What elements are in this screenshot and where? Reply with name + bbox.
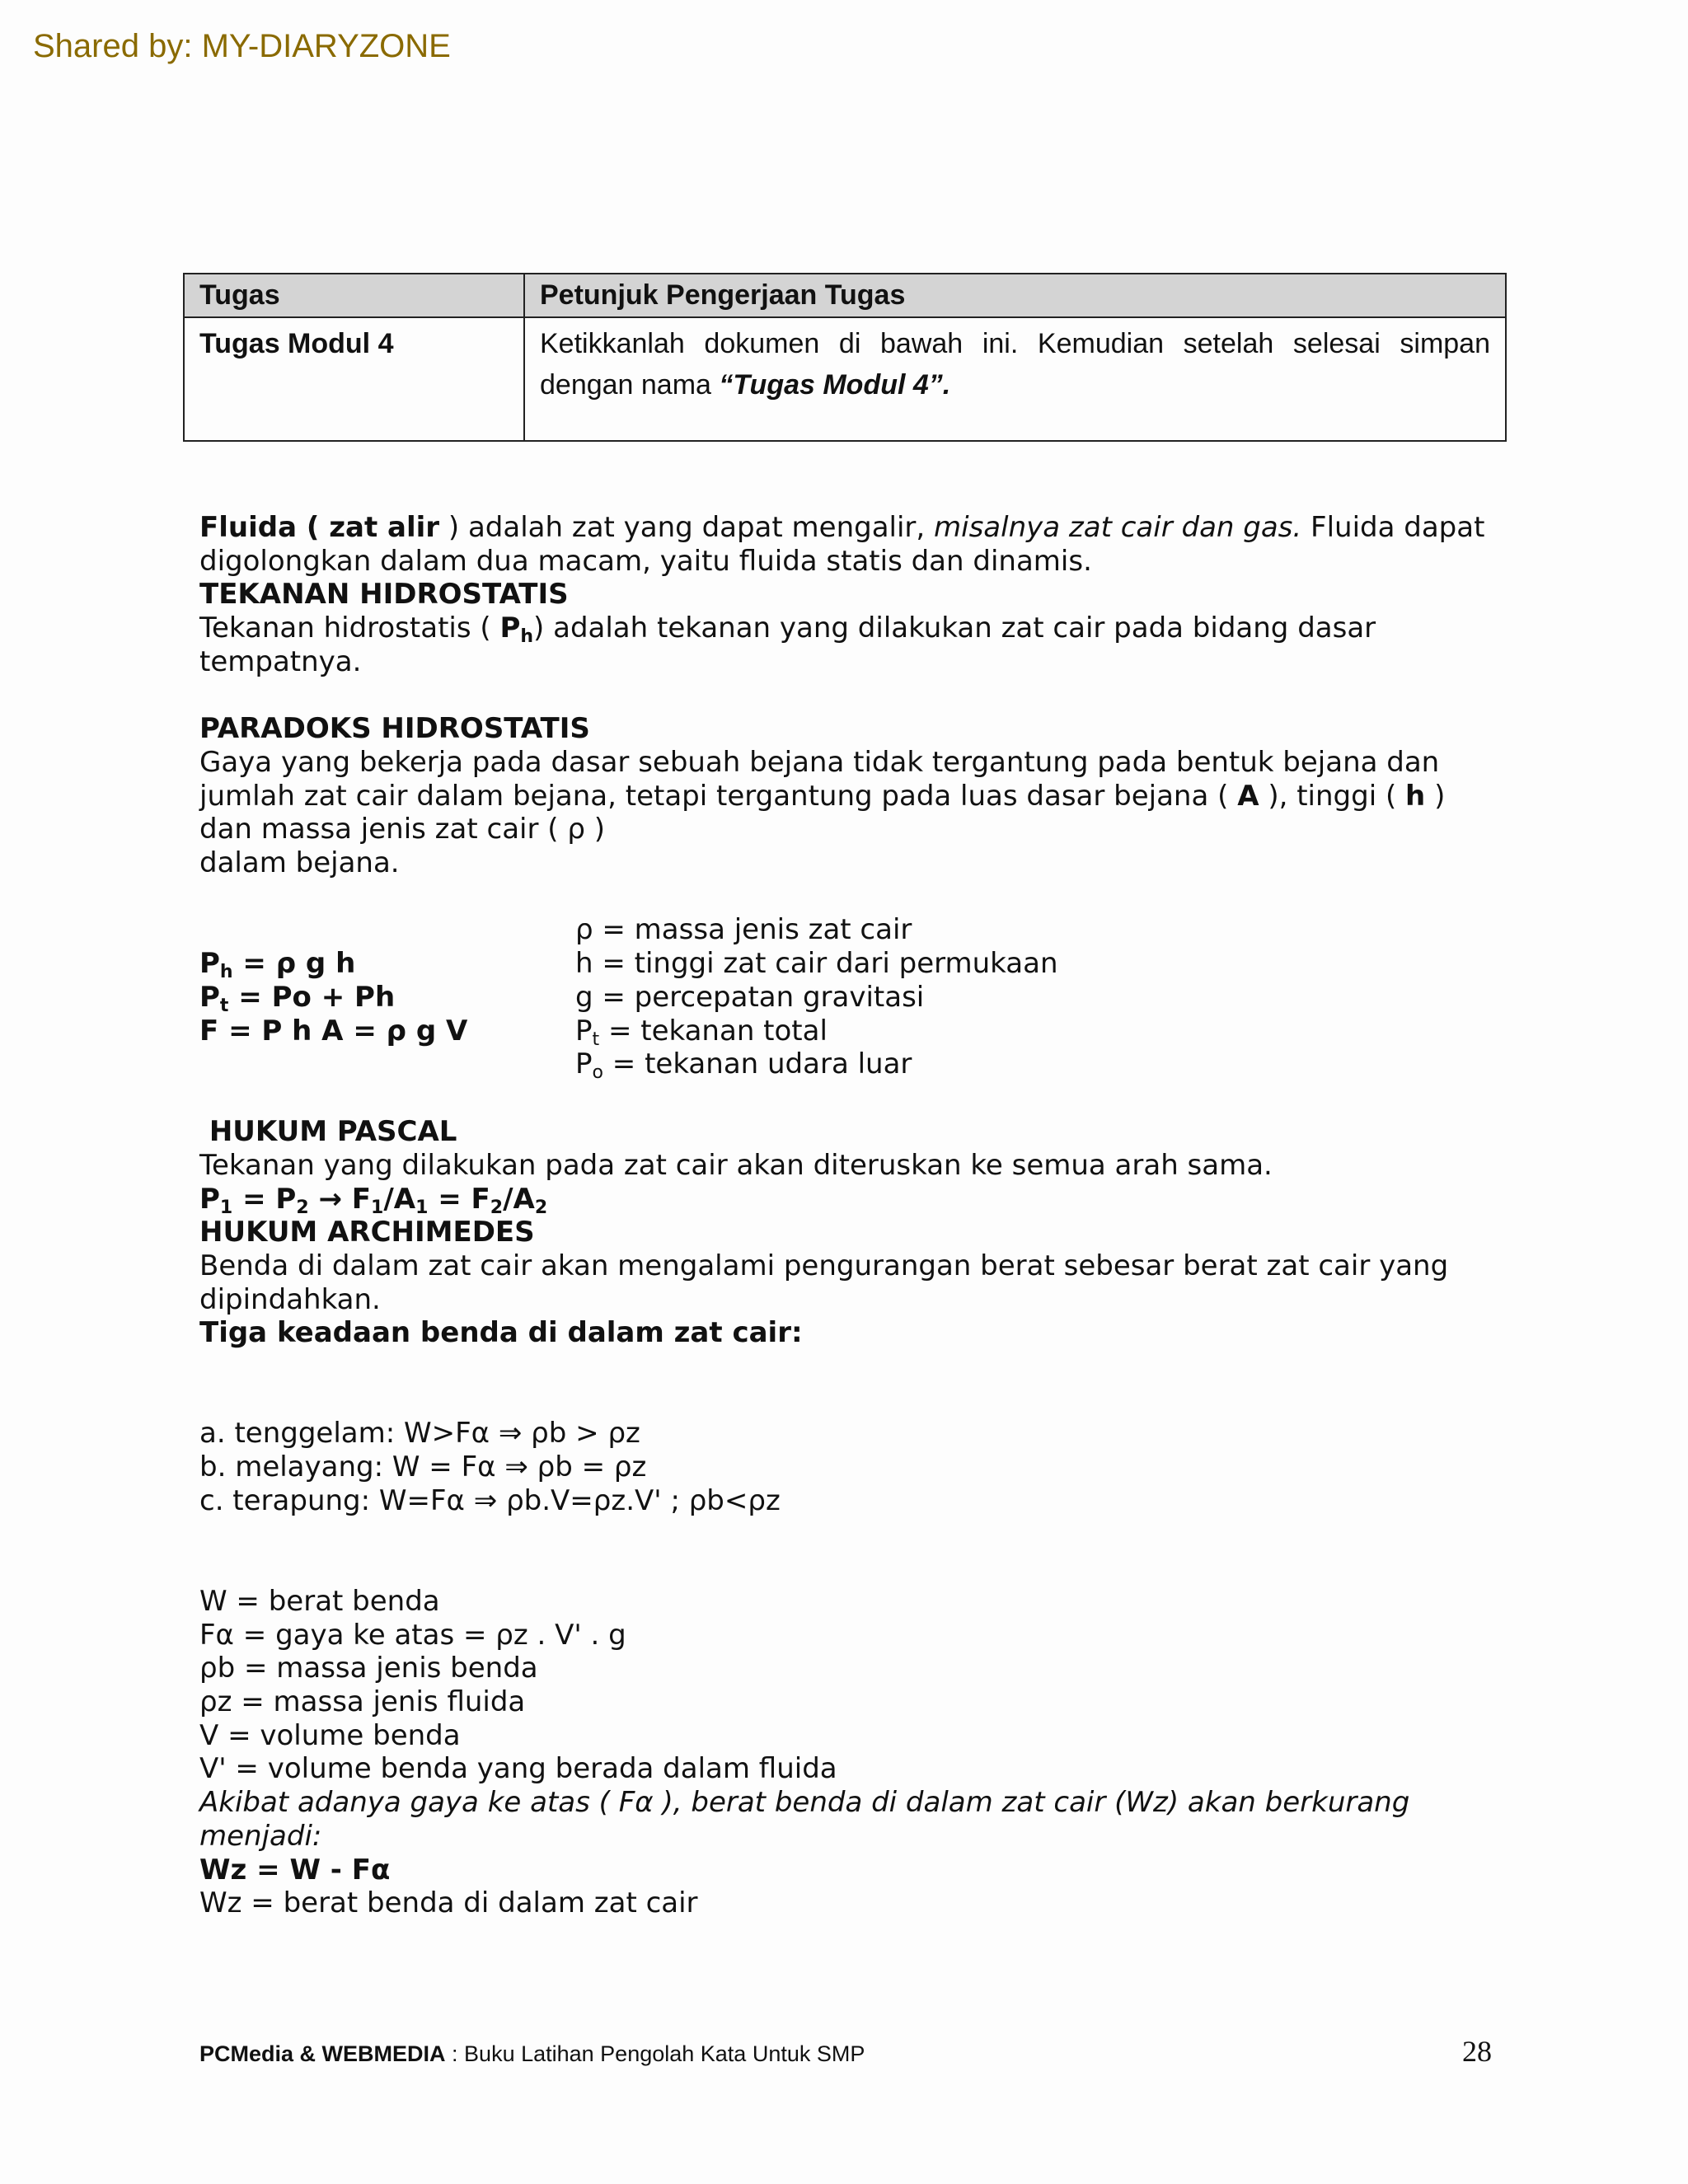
formula-f: F = P h A = ρ g V — [199, 1014, 468, 1047]
paradoks-text-3: ) dan massa jenis zat cair ( ρ ) — [199, 779, 1446, 846]
wz-def: Wz = berat benda di dalam zat cair — [199, 1886, 698, 1920]
tekanan-text-b: ) adalah tekanan yang dilakukan zat cair pada bidang dasar tempatnya. — [199, 612, 1376, 678]
fluida-rest: Fluida dapat digolongkan dalam dua macam, yaitu fluida statis dan dinamis. — [199, 511, 1485, 578]
header-petunjuk: Petunjuk Pengerjaan Tugas — [524, 274, 1506, 317]
wz-formula: Wz = W - Fα — [199, 1853, 391, 1886]
formula-ph: $P_h = \rho$ g h — [199, 947, 356, 983]
heading-tekanan: TEKANAN HIDROSTATIS — [199, 578, 569, 612]
tekanan-paragraph — [199, 612, 1493, 678]
task-table — [183, 273, 1507, 442]
paradoks-paragraph — [199, 746, 1493, 846]
heading-pascal: HUKUM PASCAL — [199, 1115, 457, 1149]
fluida-term: Fluida ( zat alir — [199, 511, 440, 544]
def-rhob: ρb = massa jenis benda — [199, 1652, 538, 1685]
paradoks-h: h — [1405, 779, 1426, 813]
legend-h: h = tinggi zat cair dari permukaan — [575, 947, 1058, 981]
def-falpha: Fα = gaya ke atas = ρz . V' . g — [199, 1618, 626, 1652]
paradoks-line-end: dalam bejana. — [199, 846, 400, 880]
paradoks-a: A — [1237, 779, 1259, 813]
pascal-text: Tekanan yang dilakukan pada zat cair akan diteruskan ke semua arah sama. — [199, 1148, 1273, 1182]
task-table-header-row — [184, 274, 1506, 317]
def-vprime: V' = volume benda yang berada dalam fluida — [199, 1752, 837, 1786]
akibat-text: Akibat adanya gaya ke atas ( Fα ), berat benda di dalam zat cair (Wz) akan berkurang menjadi: — [199, 1786, 1410, 1853]
state-melayang: b. melayang: W = Fα ⇒ ρb = ρz — [199, 1451, 647, 1484]
fluida-example: misalnya zat cair dan gas. — [934, 511, 1302, 544]
state-terapung: c. terapung: W=Fα ⇒ ρb.V=ρz.V' ; ρb<ρz — [199, 1483, 781, 1517]
footer-book-title: Buku Latihan Pengolah Kata Untuk SMP — [464, 2041, 865, 2066]
legend-rho: ρ = massa jenis zat cair — [575, 913, 912, 947]
paradoks-text-2: ), tinggi ( — [1259, 779, 1406, 813]
pascal-formula: $P_1 = P_2 \to F_1/A_1 = F_2/A_2$ — [199, 1182, 548, 1218]
legend-po: $P_o$ = tekanan udara luar — [575, 1047, 912, 1084]
watermark: Shared by: MY-DIARYZONE — [33, 28, 451, 64]
footer-title: PCMedia & WEBMEDIA : Buku Latihan Pengolah Kata Untuk SMP — [199, 2041, 865, 2066]
task-table-row — [184, 317, 1506, 441]
heading-archimedes: HUKUM ARCHIMEDES — [199, 1216, 535, 1249]
cell-petunjuk — [524, 317, 1506, 441]
fluida-paragraph — [199, 511, 1493, 578]
formula-legend — [575, 913, 1058, 1084]
fluida-def: ) adalah zat yang dapat mengalir, — [439, 511, 935, 544]
tekanan-text-a: Tekanan hidrostatis ( — [199, 612, 500, 645]
states-heading: Tiga keadaan benda di dalam zat cair: — [199, 1316, 803, 1350]
footer-brand: PCMedia & WEBMEDIA — [199, 2041, 446, 2066]
def-rhoz: ρz = massa jenis fluida — [199, 1685, 526, 1719]
document-body — [199, 511, 1493, 1920]
formula-block — [199, 913, 1493, 1084]
legend-g: g = percepatan gravitasi — [575, 980, 925, 1014]
formula-list — [199, 947, 467, 1047]
instruction-text: Ketikkanlah dokumen di bawah ini. Kemudian setelah selesai simpan dengan nama — [540, 328, 1490, 401]
archimedes-text: Benda di dalam zat cair akan mengalami pengurangan berat sebesar berat zat cair yang dipindahkan. — [199, 1249, 1449, 1316]
ph-symbol: P — [499, 612, 521, 645]
paradoks-text-1: Gaya yang bekerja pada dasar sebuah bejana tidak tergantung pada bentuk bejana dan jumlah zat cair dalam bejana, tetapi tergantung pada luas dasar bejana ( — [199, 745, 1440, 813]
formula-pt: $P_t = Po + Ph$ — [199, 980, 396, 1016]
legend-pt: $P_t$ = tekanan total — [575, 1014, 828, 1050]
tekanan-symbol — [499, 612, 534, 648]
page-footer — [199, 2034, 1492, 2069]
def-w: W = berat benda — [199, 1584, 440, 1618]
header-tugas: Tugas — [184, 274, 524, 317]
instruction-filename: “Tugas Modul 4”. — [719, 369, 951, 401]
ph-subscript: h — [520, 626, 534, 648]
cell-tugas-modul: Tugas Modul 4 — [184, 317, 524, 441]
page-number: 28 — [1462, 2035, 1492, 2068]
def-v: V = volume benda — [199, 1718, 461, 1752]
state-tenggelam: a. tenggelam: W>Fα ⇒ ρb > ρz — [199, 1417, 640, 1451]
heading-paradoks: PARADOKS HIDROSTATIS — [199, 712, 590, 746]
